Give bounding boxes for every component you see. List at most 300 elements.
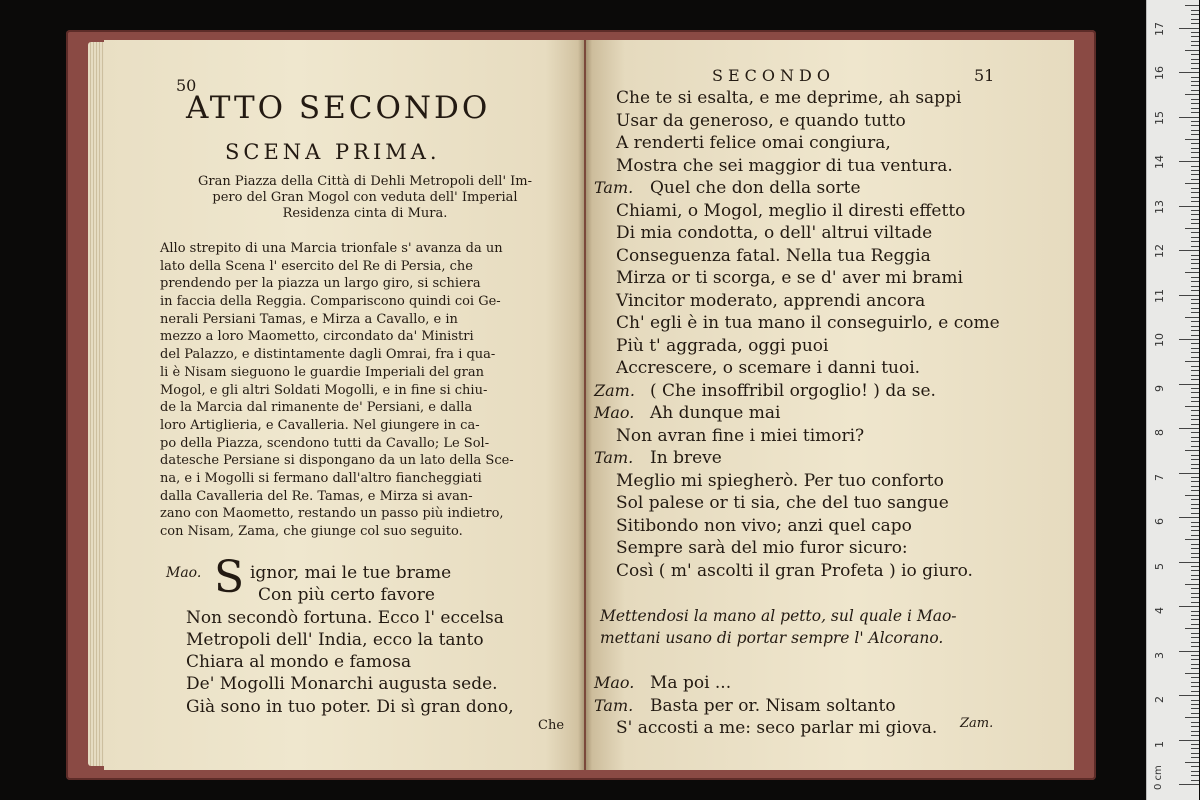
ruler-tick (1185, 361, 1199, 362)
ruler-tick (1185, 762, 1199, 763)
ruler-tick (1191, 357, 1199, 358)
verse-text: Mostra che sei maggior di tua ventura. (616, 155, 953, 176)
ruler-tick (1191, 54, 1199, 55)
ruler-tick (1191, 19, 1199, 20)
ruler-tick (1179, 473, 1199, 474)
verse-line (594, 470, 1024, 493)
ruler-tick (1191, 299, 1199, 300)
verse-right (594, 87, 1024, 740)
ruler-tick (1191, 286, 1199, 287)
ruler-tick (1179, 28, 1199, 29)
ruler-tick (1191, 410, 1199, 411)
ruler-tick (1191, 108, 1199, 109)
verse-line (594, 402, 1024, 425)
verse-line (166, 607, 580, 629)
ruler-tick (1191, 375, 1199, 376)
ruler-tick (1191, 134, 1199, 135)
verse-text: Conseguenza fatal. Nella tua Reggia (616, 245, 931, 266)
ruler-tick (1191, 704, 1199, 705)
ruler-tick (1191, 659, 1199, 660)
ruler-number: 3 (1153, 651, 1166, 659)
ruler-tick (1191, 103, 1199, 104)
ruler-tick (1191, 459, 1199, 460)
verse-text: Così ( m' ascolti il gran Profeta ) io giuro. (616, 560, 973, 581)
ruler-tick (1191, 121, 1199, 122)
stage-direction-line: Mogol, e gli altri Soldati Mogolli, e in fine si chiu- (160, 382, 488, 398)
ruler-tick (1191, 99, 1199, 100)
ruler-tick (1191, 686, 1199, 687)
ruler-tick (1191, 281, 1199, 282)
verse-line (166, 584, 580, 606)
verse-text: Accrescere, o scemare i danni tuoi. (616, 358, 921, 378)
ruler-number: 2 (1153, 696, 1166, 703)
setting-line: pero del Gran Mogol con veduta dell' Imperial (212, 190, 518, 205)
ruler-number: 5 (1153, 562, 1166, 570)
ruler-tick (1191, 668, 1199, 669)
verse-text: Sitibondo non vivo; anzi quel capo (616, 515, 912, 536)
verse-line (594, 425, 1024, 448)
ruler-tick (1191, 170, 1199, 171)
ruler-tick (1191, 481, 1199, 482)
ruler-number: 4 (1153, 607, 1166, 614)
ruler-tick (1191, 588, 1199, 589)
ruler-tick (1191, 548, 1199, 549)
ruler-number: 15 (1153, 110, 1166, 125)
ruler-tick (1191, 513, 1199, 514)
verse-text: Chiara al mondo e famosa (186, 652, 412, 673)
ruler-tick (1191, 780, 1199, 781)
verse-line (166, 696, 580, 718)
ruler-tick (1191, 14, 1199, 15)
catchword-left: Che (538, 718, 565, 733)
ruler-tick (1185, 717, 1199, 718)
verse-line (594, 537, 1024, 560)
verse-text: ( Che insoffribil orgoglio! ) da se. (650, 380, 936, 401)
verse-line (594, 672, 1024, 695)
ruler-tick (1185, 139, 1199, 140)
ruler-number: 12 (1153, 244, 1166, 258)
ruler-tick (1191, 90, 1199, 91)
ruler-tick (1191, 397, 1199, 398)
verse-text: Mirza or ti scorga, e se d' aver mi brami (616, 268, 963, 288)
speaker-name: Tam. (594, 695, 634, 715)
ruler-tick (1191, 392, 1199, 393)
ruler-number: 10 (1153, 333, 1166, 347)
ruler-tick (1191, 255, 1199, 256)
ruler-tick (1191, 700, 1199, 701)
verse-line (166, 673, 580, 695)
ruler-tick (1191, 308, 1199, 309)
ruler-tick (1191, 441, 1199, 442)
verse-line (594, 650, 1024, 673)
ruler-tick (1191, 23, 1199, 24)
ruler-tick (1191, 330, 1199, 331)
stage-direction-line: po della Piazza, scendono tutti da Cavallo; Le Sol- (160, 435, 490, 451)
verse-text: Chiami, o Mogol, meglio il diresti effetto (616, 200, 966, 221)
ruler-tick (1179, 695, 1199, 696)
speaker-name: Mao. (166, 565, 202, 581)
scene-setting (160, 174, 570, 222)
ruler-tick (1191, 597, 1199, 598)
ruler-tick (1185, 5, 1199, 6)
ruler-tick (1185, 584, 1199, 585)
running-head: SECONDO (712, 66, 835, 85)
verse-line (166, 651, 580, 673)
ruler-number: 17 (1153, 21, 1166, 36)
stage-direction-line: de la Marcia dal rimanente de' Persiani, e dalla (160, 400, 473, 416)
ruler-tick (1191, 259, 1199, 260)
ruler-tick (1191, 468, 1199, 469)
verse-text: Che te si esalta, e me deprime, ah sappi (616, 88, 962, 108)
ruler-tick (1191, 81, 1199, 82)
ruler-tick (1191, 535, 1199, 536)
verse-text: Non secondò fortuna. Ecco l' eccelsa (186, 607, 504, 628)
verse-text: Meglio mi spiegherò. Per tuo conforto (616, 470, 944, 491)
ruler-tick (1191, 290, 1199, 291)
ruler-tick (1191, 343, 1199, 344)
ruler-tick (1191, 219, 1199, 220)
speaker-name: Mao. (594, 403, 635, 422)
verse-text: Di mia condotta, o dell' altrui viltade (616, 223, 933, 243)
setting-line: Residenza cinta di Mura. (282, 206, 448, 221)
ruler-tick (1191, 646, 1199, 647)
ruler-tick (1179, 72, 1199, 73)
ruler-tick (1191, 753, 1199, 754)
ruler-tick (1191, 68, 1199, 69)
ruler-tick (1191, 41, 1199, 42)
ruler-number: 1 (1153, 740, 1166, 748)
ruler-tick (1191, 277, 1199, 278)
ruler-tick (1191, 388, 1199, 389)
verse-text: Vincitor moderato, apprendi ancora (616, 290, 926, 311)
ruler-tick (1191, 188, 1199, 189)
ruler-tick (1191, 85, 1199, 86)
ruler-tick (1191, 63, 1199, 64)
ruler-tick (1191, 553, 1199, 554)
ruler-tick (1179, 651, 1199, 652)
ruler-tick (1191, 197, 1199, 198)
ruler-tick (1191, 522, 1199, 523)
verse-text: Ch' egli è in tua mano il conseguirlo, e come (616, 313, 1000, 333)
verse-text: Metropoli dell' India, ecco la tanto (186, 629, 484, 650)
ruler-tick (1191, 499, 1199, 500)
ruler-tick (1191, 366, 1199, 367)
ruler-tick (1191, 486, 1199, 487)
stage-direction-line: del Palazzo, e distintamente dagli Omrai, fra i qua- (160, 347, 496, 363)
ruler-tick (1191, 303, 1199, 304)
ruler-tick (1191, 530, 1199, 531)
verse-text: Basta per or. Nisam soltanto (650, 695, 896, 716)
ruler-tick (1191, 579, 1199, 580)
ruler-tick (1191, 232, 1199, 233)
ruler-tick (1191, 619, 1199, 620)
ruler-tick (1191, 593, 1199, 594)
ruler-tick (1191, 166, 1199, 167)
verse-line (594, 335, 1024, 358)
ruler-tick (1185, 94, 1199, 95)
ruler-tick (1191, 370, 1199, 371)
verse-text: Sempre sarà del mio furor sicuro: (616, 538, 908, 558)
stage-direction-line: zano con Maometto, restando un passo più indietro, (160, 506, 504, 522)
verse-line (594, 222, 1024, 245)
ruler-tick (1191, 10, 1199, 11)
ruler-tick (1191, 432, 1199, 433)
verse-text: Ah dunque mai (650, 403, 781, 423)
ruler-tick (1191, 771, 1199, 772)
ruler-tick (1191, 179, 1199, 180)
book-gutter (578, 40, 592, 770)
stage-direction-line: datesche Persiane si dispongano da un lato della Sce- (160, 453, 514, 469)
ruler-tick (1191, 544, 1199, 545)
ruler-tick (1191, 477, 1199, 478)
ruler-tick (1191, 575, 1199, 576)
ruler-tick (1179, 517, 1199, 518)
ruler-number: 7 (1153, 473, 1166, 481)
stage-direction-line: con Nisam, Zama, che giunge col suo seguito. (160, 524, 463, 539)
verse-left (166, 552, 580, 718)
verse-text: Quel che don della sorte (650, 178, 861, 198)
stage-direction-line: prendendo per la piazza un largo giro, si schiera (160, 276, 481, 292)
ruler-number: 16 (1153, 66, 1166, 80)
ruler-tick (1191, 437, 1199, 438)
ruler-tick (1191, 263, 1199, 264)
ruler-tick (1191, 642, 1199, 643)
verse-text: Già sono in tuo poter. Di sì gran dono, (186, 696, 514, 717)
stage-direction-line: lato della Scena l' esercito del Re di Persia, che (160, 258, 473, 274)
stage-direction-line: in faccia della Reggia. Compariscono quindi coi Ge- (160, 294, 501, 310)
ruler-tick (1191, 401, 1199, 402)
ruler-tick (1179, 784, 1199, 785)
verse-line (594, 245, 1024, 268)
ruler-tick (1191, 633, 1199, 634)
catchword-right: Zam. (960, 716, 994, 731)
verse-line (594, 177, 1024, 200)
ruler-tick (1191, 726, 1199, 727)
stage-direction-line: li è Nisam sieguono le guardie Imperiali del gran (160, 364, 485, 380)
verse-line (594, 492, 1024, 515)
verse-line (594, 560, 1024, 583)
ruler-tick (1191, 36, 1199, 37)
ruler-tick (1191, 677, 1199, 678)
speaker-name: Mao. (594, 673, 635, 692)
ruler-tick (1191, 455, 1199, 456)
ruler-tick (1179, 384, 1199, 385)
ruler-tick (1191, 708, 1199, 709)
ruler-tick (1191, 268, 1199, 269)
ruler-tick (1185, 539, 1199, 540)
ruler-tick (1191, 766, 1199, 767)
ruler-tick (1191, 143, 1199, 144)
ruler-tick (1191, 335, 1199, 336)
verse-text: mettani usano di portar sempre l' Alcorano. (600, 629, 944, 647)
ruler-tick (1185, 673, 1199, 674)
ruler-tick (1191, 326, 1199, 327)
verse-text: ignor, mai le tue brame (250, 563, 452, 583)
scene-title: SCENA PRIMA. (225, 140, 441, 164)
ruler-tick (1179, 606, 1199, 607)
ruler-tick (1191, 241, 1199, 242)
ruler-tick (1179, 339, 1199, 340)
verse-text: S' accosti a me: seco parlar mi giova. (616, 718, 938, 738)
verse-text: Più t' aggrada, oggi puoi (616, 335, 829, 356)
verse-line (594, 380, 1024, 403)
ruler-tick (1191, 157, 1199, 158)
ruler-tick (1179, 428, 1199, 429)
ruler-tick (1191, 192, 1199, 193)
stage-direction-line: mezzo a loro Maometto, circondato da' Ministri (160, 329, 474, 345)
ruler-tick (1191, 526, 1199, 527)
ruler-tick (1191, 637, 1199, 638)
ruler-tick (1179, 295, 1199, 296)
ruler-tick (1191, 664, 1199, 665)
ruler-tick (1191, 566, 1199, 567)
stage-direction-line: nerali Persiani Tamas, e Mirza a Cavallo, e in (160, 311, 458, 327)
ruler-tick (1191, 77, 1199, 78)
ruler-tick (1191, 45, 1199, 46)
ruler-tick (1191, 744, 1199, 745)
verse-line (594, 200, 1024, 223)
ruler-tick (1191, 655, 1199, 656)
verse-line (594, 695, 1024, 718)
ruler-tick (1179, 740, 1199, 741)
ruler-tick (1179, 562, 1199, 563)
ruler-tick (1191, 152, 1199, 153)
ruler-tick (1191, 557, 1199, 558)
ruler-tick (1191, 735, 1199, 736)
ruler-tick (1191, 691, 1199, 692)
verse-text: In breve (650, 448, 722, 468)
ruler-tick (1191, 214, 1199, 215)
ruler-tick (1191, 379, 1199, 380)
ruler-tick (1191, 757, 1199, 758)
verse-line (594, 515, 1024, 538)
act-title: ATTO SECONDO (186, 90, 491, 126)
ruler-tick (1185, 628, 1199, 629)
ruler-tick (1191, 130, 1199, 131)
speaker-name: Tam. (594, 178, 634, 197)
ruler-tick (1191, 748, 1199, 749)
verse-text: Usar da generoso, e quando tutto (616, 110, 906, 131)
verse-text: A renderti felice omai congiura, (616, 133, 891, 153)
ruler-tick (1191, 210, 1199, 211)
verse-text: Ma poi ... (650, 673, 732, 693)
verse-text: Non avran fine i miei timori? (616, 425, 865, 446)
speaker-name: Tam. (594, 448, 634, 467)
ruler-tick (1191, 125, 1199, 126)
verse-line (594, 290, 1024, 313)
ruler-tick (1191, 112, 1199, 113)
verse-line (594, 582, 1024, 605)
verse-text: Sol palese or ti sia, che del tuo sangue (616, 493, 949, 513)
ruler-tick (1185, 450, 1199, 451)
verse-text: Mettendosi la mano al petto, sul quale i Mao- (600, 606, 957, 625)
ruler-tick (1191, 419, 1199, 420)
stage-direction-line: Allo strepito di una Marcia trionfale s' avanza da un (160, 241, 503, 256)
ruler-tick (1185, 406, 1199, 407)
drop-cap: S (214, 552, 245, 603)
ruler-tick (1191, 174, 1199, 175)
ruler-tick (1191, 682, 1199, 683)
page-number-right: 51 (974, 66, 995, 85)
ruler-tick (1179, 161, 1199, 162)
stage-direction-line (594, 627, 1024, 650)
ruler-tick (1191, 237, 1199, 238)
verse-line (166, 629, 580, 651)
ruler-tick (1191, 246, 1199, 247)
ruler-tick (1191, 446, 1199, 447)
ruler-tick (1191, 348, 1199, 349)
ruler-tick (1191, 624, 1199, 625)
verse-text: De' Mogolli Monarchi augusta sede. (186, 674, 498, 695)
verse-line (594, 110, 1024, 133)
stage-direction-line: loro Artiglieria, e Cavalleria. Nel giungere in ca- (160, 417, 480, 433)
ruler-tick (1191, 464, 1199, 465)
ruler-tick (1185, 272, 1199, 273)
ruler-number: 14 (1153, 155, 1166, 169)
ruler-tick (1191, 223, 1199, 224)
ruler-tick (1191, 59, 1199, 60)
ruler-number: 13 (1153, 199, 1166, 214)
stage-direction (160, 240, 580, 541)
verse-line (594, 312, 1024, 335)
ruler-tick (1191, 615, 1199, 616)
ruler-tick (1179, 117, 1199, 118)
ruler-tick (1191, 201, 1199, 202)
ruler-number: 9 (1153, 384, 1166, 392)
ruler-tick (1191, 713, 1199, 714)
ruler-tick (1191, 611, 1199, 612)
ruler-tick (1191, 490, 1199, 491)
ruler-tick (1191, 504, 1199, 505)
ruler-tick (1191, 570, 1199, 571)
verse-line (594, 87, 1024, 110)
ruler-tick (1191, 32, 1199, 33)
ruler-tick (1185, 183, 1199, 184)
ruler-tick (1191, 775, 1199, 776)
ruler-tick (1179, 206, 1199, 207)
ruler-tick (1185, 317, 1199, 318)
ruler-tick (1191, 602, 1199, 603)
ruler-tick (1191, 508, 1199, 509)
verse-line (594, 155, 1024, 178)
ruler-number: 8 (1153, 429, 1166, 436)
ruler-tick (1191, 731, 1199, 732)
stage-direction-line (594, 605, 1024, 628)
setting-line: Gran Piazza della Città di Dehli Metropoli dell' Im- (197, 174, 533, 189)
verse-line (594, 447, 1024, 470)
ruler-tick (1191, 352, 1199, 353)
ruler-tick (1191, 424, 1199, 425)
ruler-unit-label: 0 cm (1153, 765, 1164, 790)
measuring-ruler (1146, 0, 1199, 800)
verse-text: Con più certo favore (258, 585, 435, 606)
verse-line (594, 357, 1024, 380)
stage-direction-line: na, e i Mogolli si fermano dall'altro fiancheggiati (160, 470, 482, 486)
verse-line (594, 132, 1024, 155)
ruler-number: 11 (1153, 288, 1166, 303)
page-number-left: 50 (176, 76, 197, 95)
ruler-tick (1179, 250, 1199, 251)
ruler-tick (1191, 321, 1199, 322)
speaker-name: Zam. (594, 380, 635, 400)
ruler-tick (1191, 722, 1199, 723)
ruler-tick (1191, 148, 1199, 149)
ruler-number: 6 (1153, 518, 1166, 525)
stage-direction-line: dalla Cavalleria del Re. Tamas, e Mirza si avan- (160, 488, 473, 504)
ruler-tick (1191, 415, 1199, 416)
verse-line (594, 267, 1024, 290)
ruler-tick (1185, 50, 1199, 51)
